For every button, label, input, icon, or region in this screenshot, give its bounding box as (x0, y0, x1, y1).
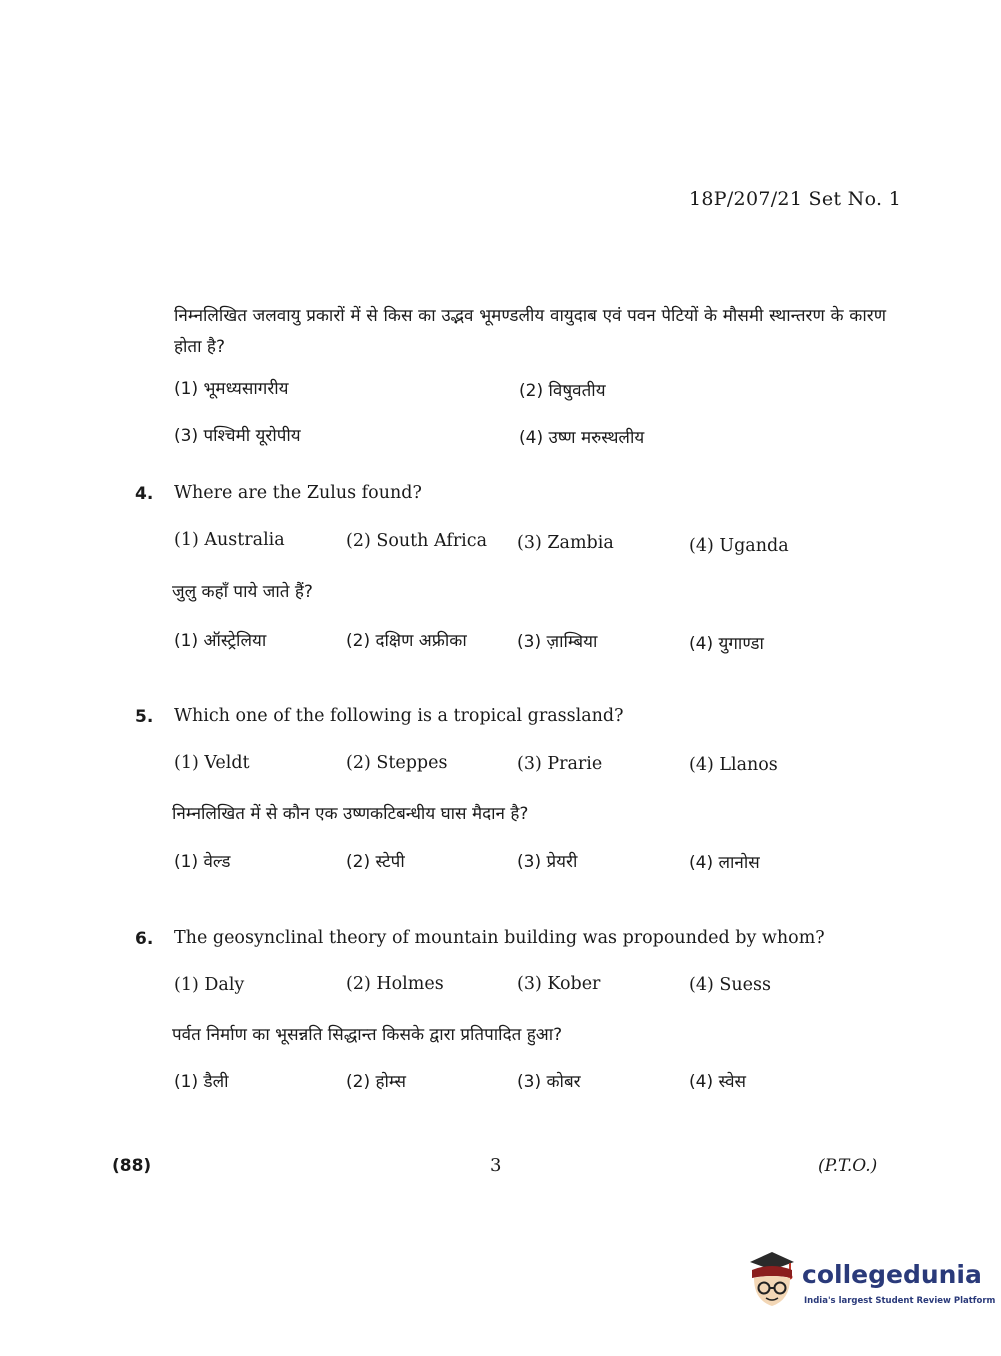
q5-en-option-3: (3) Prarie (517, 754, 603, 774)
q4-en-option-2: (2) South Africa (346, 531, 488, 551)
q4-question-en: Where are the Zulus found? (174, 483, 422, 503)
q3-hindi-text: निम्नलिखित जलवायु प्रकारों में से किस का उद्भव भूमण्डलीय वायुदाब एवं पवन पेटियों के मौसमी स्थान्तरण के कारण होता है? (174, 306, 886, 357)
q3-hindi-option-2: (2) विषुवतीय (519, 381, 606, 401)
set-number: 18P/207/21 Set No. 1 (689, 188, 902, 210)
q4-en-option-4: (4) Uganda (689, 536, 789, 556)
q5-hi-option-4: (4) लानोस (689, 853, 760, 873)
mascot-icon (742, 1248, 802, 1312)
q5-hi-option-1: (1) वेल्ड (174, 852, 231, 872)
q5-en-option-2: (2) Steppes (346, 753, 448, 773)
q4-en-option-1: (1) Australia (174, 530, 285, 550)
q5-question-hi: निम्नलिखित में से कौन एक उष्णकटिबन्धीय घास मैदान है? (172, 804, 529, 824)
q6-en-option-2: (2) Holmes (346, 974, 444, 994)
q3-hindi-option-4: (4) उष्ण मरुस्थलीय (519, 428, 645, 448)
brand-name: collegedunia (802, 1260, 982, 1289)
q4-hi-option-3: (3) ज़ाम्बिया (517, 632, 598, 652)
paper-code: (88) (112, 1156, 152, 1176)
q6-en-option-4: (4) Suess (689, 975, 771, 995)
q6-en-option-3: (3) Kober (517, 974, 601, 994)
pto-note: (P.T.O.) (818, 1156, 878, 1176)
collegedunia-watermark (742, 1248, 996, 1312)
q6-hi-option-2: (2) होम्स (346, 1072, 406, 1092)
q4-hi-option-2: (2) दक्षिण अफ्रीका (346, 631, 467, 651)
q6-hi-option-1: (1) डैली (174, 1072, 229, 1092)
q3-hindi-option-1: (1) भूमध्यसागरीय (174, 379, 289, 399)
q5-hi-option-3: (3) प्रेयरी (517, 852, 578, 872)
page-number: 3 (490, 1155, 502, 1176)
q5-question-en: Which one of the following is a tropical grassland? (174, 706, 624, 726)
q4-en-option-3: (3) Zambia (517, 533, 614, 553)
q6-question-hi: पर्वत निर्माण का भूसन्नति सिद्धान्त किसके द्वारा प्रतिपादित हुआ? (172, 1025, 563, 1045)
q5-number: 5. (135, 707, 154, 727)
q6-question-en: The geosynclinal theory of mountain building was propounded by whom? (174, 928, 825, 948)
q6-number: 6. (135, 929, 154, 949)
q4-question-hi: जुलु कहाँ पाये जाते हैं? (172, 582, 313, 602)
brand-tagline: India's largest Student Review Platform (804, 1296, 996, 1306)
q4-hi-option-4: (4) युगाण्डा (689, 634, 764, 654)
q6-en-option-1: (1) Daly (174, 975, 245, 995)
q6-hi-option-4: (4) स्वेस (689, 1072, 747, 1092)
q4-number: 4. (135, 484, 154, 504)
q6-hi-option-3: (3) कोबर (517, 1072, 581, 1092)
q3-hindi-option-3: (3) पश्चिमी यूरोपीय (174, 426, 301, 446)
q5-en-option-1: (1) Veldt (174, 753, 250, 773)
q5-en-option-4: (4) Llanos (689, 755, 778, 775)
q4-hi-option-1: (1) ऑस्ट्रेलिया (174, 631, 267, 651)
q5-hi-option-2: (2) स्टेपी (346, 852, 405, 872)
